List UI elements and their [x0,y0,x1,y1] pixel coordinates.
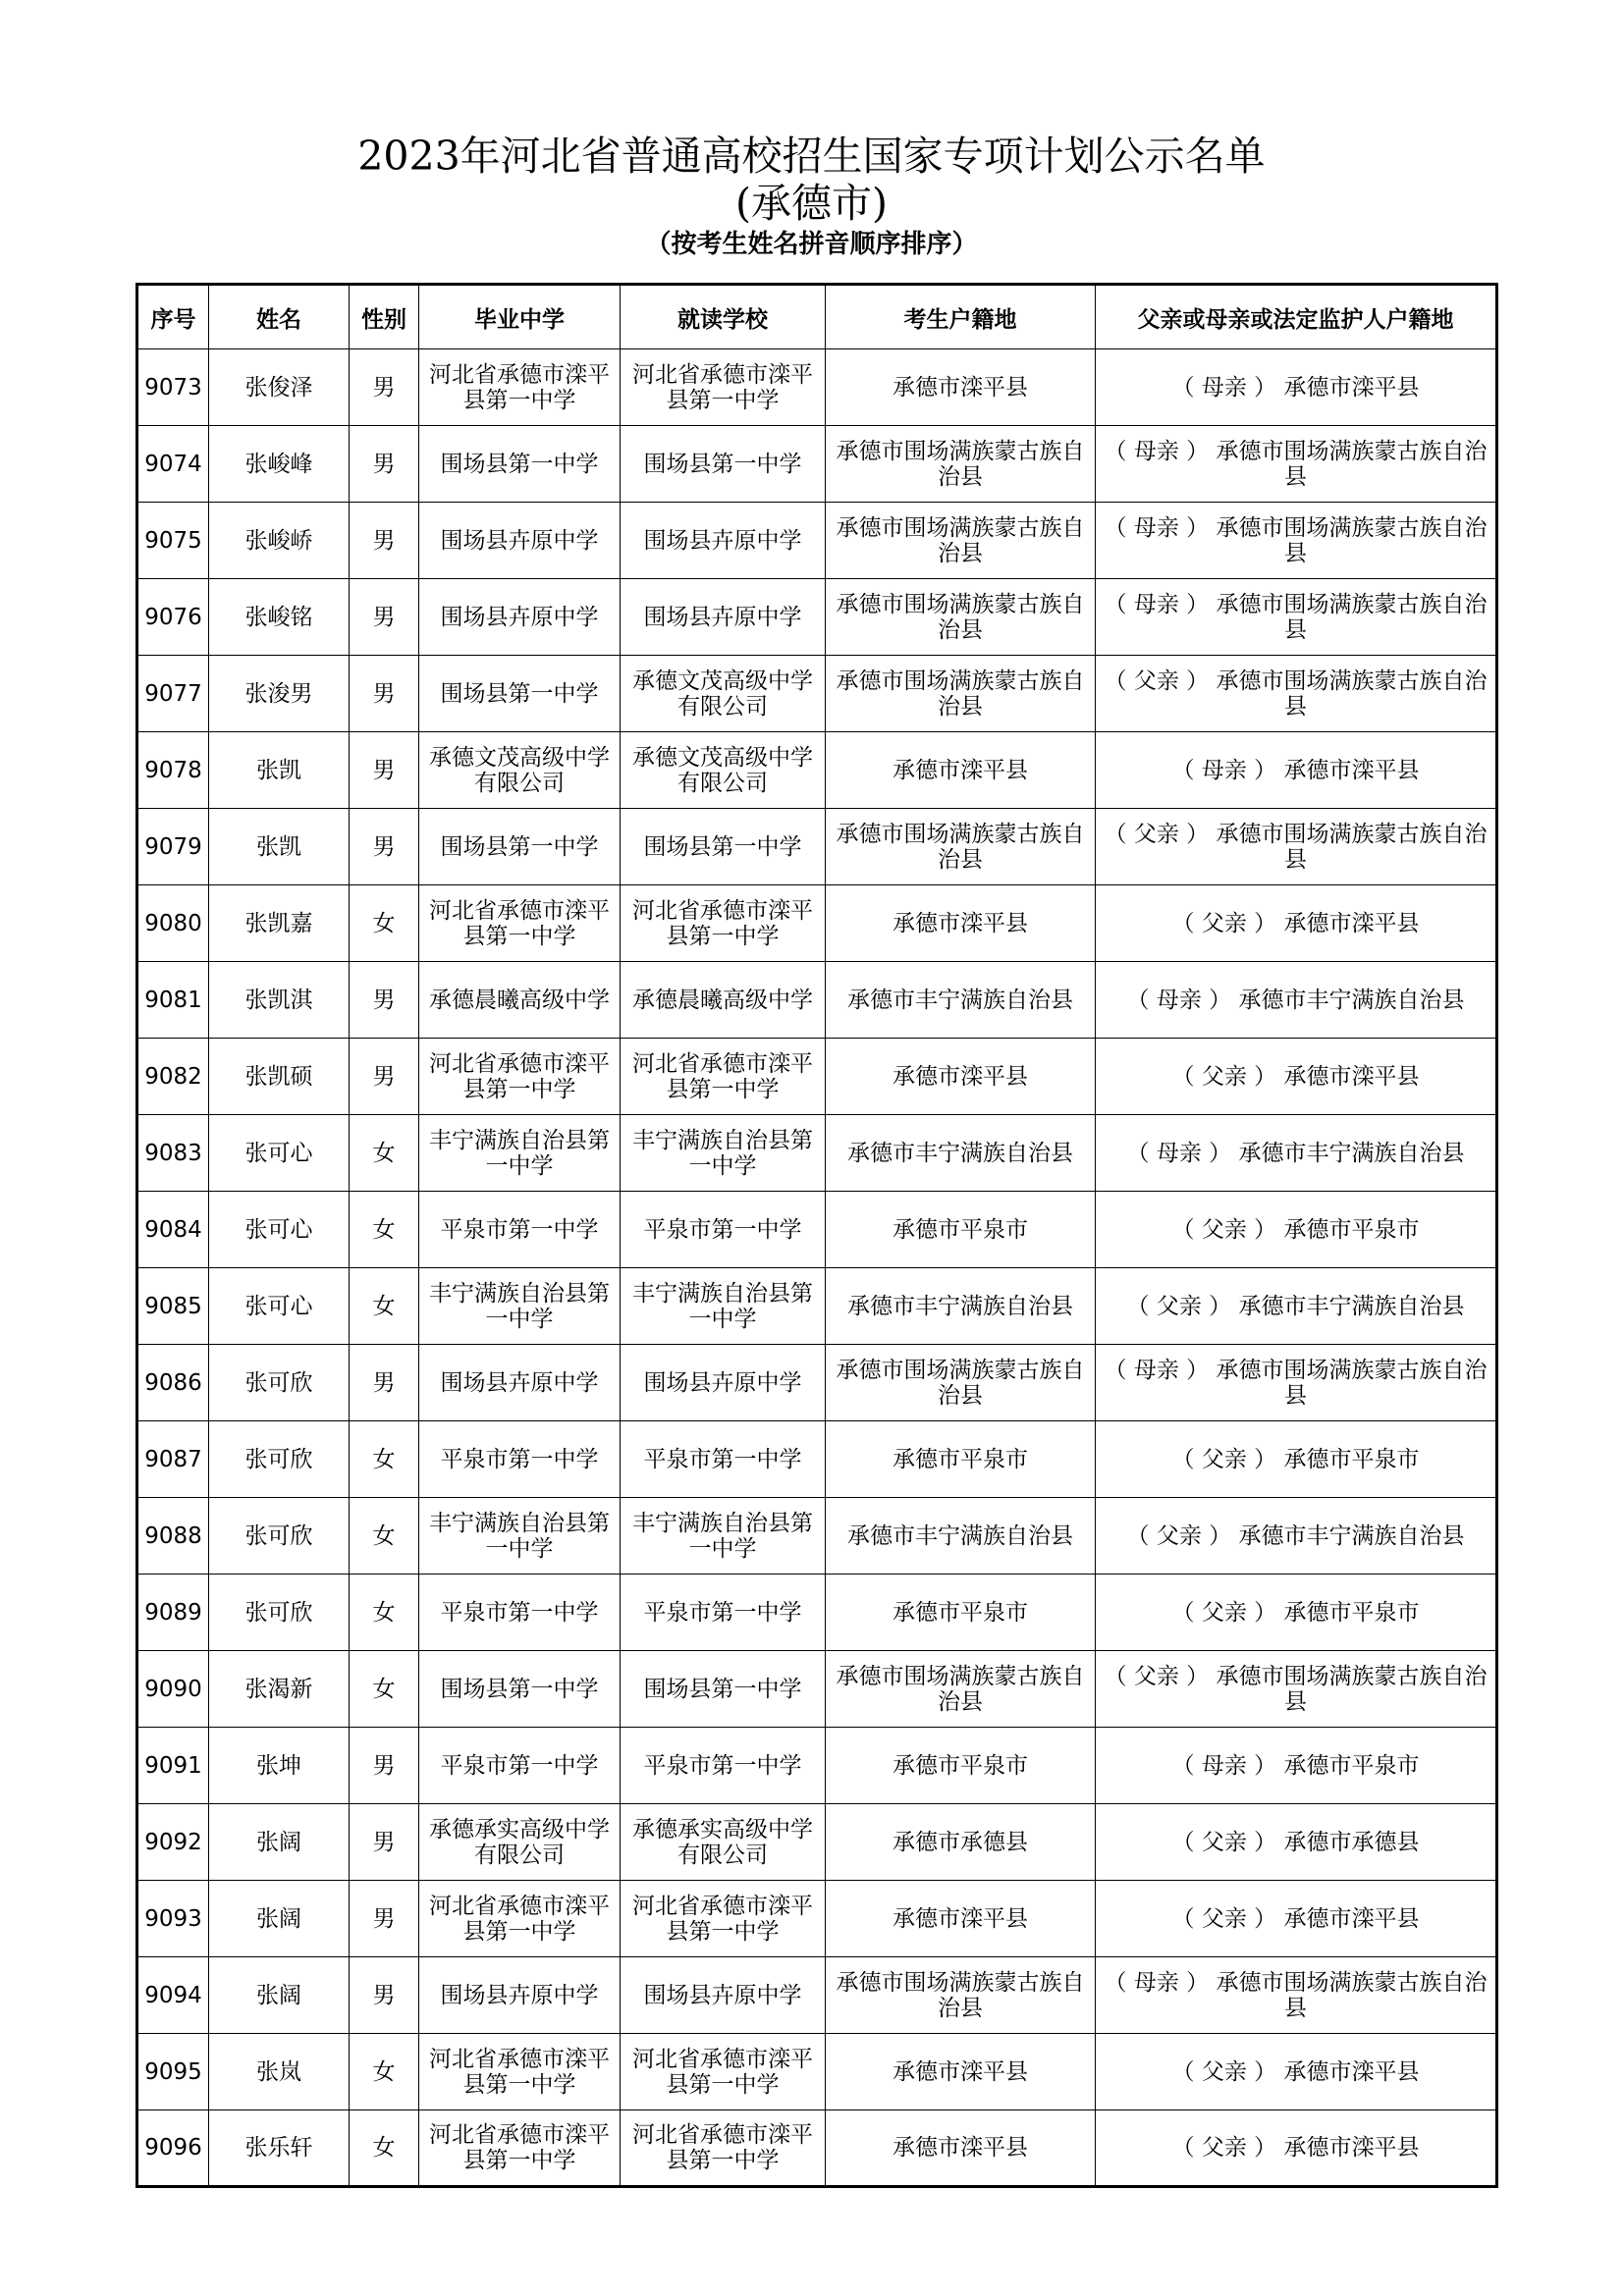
cell-gender: 女 [350,1115,419,1192]
table-row [137,732,1497,809]
cell-current-school: 围场县第一中学 [621,809,826,885]
cell-grad-school: 丰宁满族自治县第一中学 [419,1268,621,1345]
cell-no: 9085 [137,1268,209,1345]
table-row [137,1575,1497,1651]
cell-no: 9078 [137,732,209,809]
cell-no: 9082 [137,1039,209,1115]
cell-name: 张坤 [209,1728,350,1804]
cell-gender: 男 [350,1039,419,1115]
cell-grad-school: 平泉市第一中学 [419,1575,621,1651]
cell-current-school: 河北省承德市滦平县第一中学 [621,885,826,962]
cell-guardian-hukou: （ 母亲 ） 承德市丰宁满族自治县 [1096,962,1497,1039]
cell-hukou: 承德市围场满族蒙古族自治县 [826,656,1096,732]
cell-guardian-hukou: （ 母亲 ） 承德市平泉市 [1096,1728,1497,1804]
cell-guardian-hukou: （ 父亲 ） 承德市平泉市 [1096,1421,1497,1498]
cell-hukou: 承德市滦平县 [826,885,1096,962]
cell-name: 张阔 [209,1957,350,2034]
cell-name: 张可欣 [209,1498,350,1575]
header-name: 姓名 [209,285,350,349]
table-row [137,1268,1497,1345]
cell-hukou: 承德市平泉市 [826,1728,1096,1804]
cell-grad-school: 围场县卉原中学 [419,1345,621,1421]
table-row [137,2110,1497,2187]
cell-name: 张凯 [209,809,350,885]
cell-no: 9093 [137,1881,209,1957]
cell-gender: 男 [350,349,419,426]
cell-name: 张凯 [209,732,350,809]
cell-no: 9075 [137,503,209,579]
cell-name: 张可欣 [209,1421,350,1498]
cell-hukou: 承德市围场满族蒙古族自治县 [826,809,1096,885]
cell-current-school: 围场县卉原中学 [621,1957,826,2034]
cell-gender: 女 [350,1421,419,1498]
cell-name: 张俊泽 [209,349,350,426]
cell-no: 9080 [137,885,209,962]
table-row [137,1115,1497,1192]
table-row [137,1192,1497,1268]
cell-grad-school: 围场县卉原中学 [419,579,621,656]
cell-no: 9074 [137,426,209,503]
header-current-school: 就读学校 [621,285,826,349]
cell-current-school: 承德晨曦高级中学 [621,962,826,1039]
cell-guardian-hukou: （ 父亲 ） 承德市滦平县 [1096,885,1497,962]
cell-name: 张可心 [209,1115,350,1192]
cell-name: 张峻峰 [209,426,350,503]
cell-gender: 男 [350,1957,419,2034]
cell-current-school: 承德文茂高级中学有限公司 [621,732,826,809]
cell-hukou: 承德市丰宁满族自治县 [826,1268,1096,1345]
cell-current-school: 围场县卉原中学 [621,579,826,656]
cell-gender: 男 [350,809,419,885]
cell-grad-school: 围场县第一中学 [419,1651,621,1728]
cell-grad-school: 河北省承德市滦平县第一中学 [419,349,621,426]
table-row [137,2034,1497,2110]
cell-grad-school: 河北省承德市滦平县第一中学 [419,885,621,962]
cell-name: 张浚男 [209,656,350,732]
table-row [137,962,1497,1039]
cell-hukou: 承德市围场满族蒙古族自治县 [826,579,1096,656]
table-row [137,1804,1497,1881]
cell-no: 9079 [137,809,209,885]
cell-hukou: 承德市滦平县 [826,2110,1096,2187]
cell-name: 张峻峤 [209,503,350,579]
cell-guardian-hukou: （ 母亲 ） 承德市滦平县 [1096,732,1497,809]
cell-guardian-hukou: （ 父亲 ） 承德市滦平县 [1096,1881,1497,1957]
header-gender: 性别 [350,285,419,349]
table-row [137,885,1497,962]
cell-guardian-hukou: （ 父亲 ） 承德市滦平县 [1096,1039,1497,1115]
cell-name: 张凯硕 [209,1039,350,1115]
cell-hukou: 承德市滦平县 [826,732,1096,809]
cell-grad-school: 丰宁满族自治县第一中学 [419,1115,621,1192]
cell-grad-school: 河北省承德市滦平县第一中学 [419,1881,621,1957]
cell-hukou: 承德市平泉市 [826,1421,1096,1498]
cell-current-school: 河北省承德市滦平县第一中学 [621,1881,826,1957]
cell-guardian-hukou: （ 父亲 ） 承德市丰宁满族自治县 [1096,1268,1497,1345]
cell-grad-school: 平泉市第一中学 [419,1728,621,1804]
cell-gender: 女 [350,1575,419,1651]
cell-grad-school: 丰宁满族自治县第一中学 [419,1498,621,1575]
header-grad-school: 毕业中学 [419,285,621,349]
cell-name: 张峻铭 [209,579,350,656]
cell-guardian-hukou: （ 母亲 ） 承德市围场满族蒙古族自治县 [1096,1957,1497,2034]
cell-guardian-hukou: （ 父亲 ） 承德市围场满族蒙古族自治县 [1096,656,1497,732]
cell-current-school: 围场县卉原中学 [621,503,826,579]
cell-current-school: 丰宁满族自治县第一中学 [621,1115,826,1192]
cell-gender: 男 [350,656,419,732]
cell-hukou: 承德市承德县 [826,1804,1096,1881]
cell-name: 张可欣 [209,1345,350,1421]
cell-grad-school: 河北省承德市滦平县第一中学 [419,1039,621,1115]
cell-guardian-hukou: （ 父亲 ） 承德市滦平县 [1096,2034,1497,2110]
table-header-row [137,285,1497,349]
cell-no: 9095 [137,2034,209,2110]
cell-current-school: 围场县卉原中学 [621,1345,826,1421]
cell-hukou: 承德市平泉市 [826,1575,1096,1651]
cell-current-school: 平泉市第一中学 [621,1421,826,1498]
cell-hukou: 承德市丰宁满族自治县 [826,1115,1096,1192]
cell-gender: 女 [350,1498,419,1575]
cell-hukou: 承德市滦平县 [826,1039,1096,1115]
cell-guardian-hukou: （ 父亲 ） 承德市平泉市 [1096,1192,1497,1268]
cell-current-school: 围场县第一中学 [621,426,826,503]
cell-hukou: 承德市滦平县 [826,2034,1096,2110]
cell-grad-school: 河北省承德市滦平县第一中学 [419,2110,621,2187]
cell-grad-school: 围场县第一中学 [419,656,621,732]
cell-name: 张渴新 [209,1651,350,1728]
cell-current-school: 河北省承德市滦平县第一中学 [621,349,826,426]
table-row [137,1498,1497,1575]
cell-gender: 男 [350,503,419,579]
cell-no: 9094 [137,1957,209,2034]
sort-order-note: （按考生姓名拼音顺序排序） [645,230,978,259]
cell-guardian-hukou: （ 父亲 ） 承德市围场满族蒙古族自治县 [1096,1651,1497,1728]
cell-current-school: 围场县第一中学 [621,1651,826,1728]
header-guardian-hukou: 父亲或母亲或法定监护人户籍地 [1096,285,1497,349]
cell-no: 9096 [137,2110,209,2187]
table-row [137,1345,1497,1421]
cell-name: 张凯嘉 [209,885,350,962]
table-row [137,503,1497,579]
cell-name: 张阔 [209,1804,350,1881]
cell-hukou: 承德市丰宁满族自治县 [826,962,1096,1039]
cell-no: 9076 [137,579,209,656]
cell-guardian-hukou: （ 父亲 ） 承德市滦平县 [1096,2110,1497,2187]
cell-no: 9083 [137,1115,209,1192]
cell-gender: 女 [350,885,419,962]
cell-guardian-hukou: （ 母亲 ） 承德市围场满族蒙古族自治县 [1096,579,1497,656]
cell-gender: 女 [350,1651,419,1728]
table-row [137,1421,1497,1498]
cell-gender: 女 [350,2110,419,2187]
cell-current-school: 丰宁满族自治县第一中学 [621,1268,826,1345]
cell-no: 9077 [137,656,209,732]
cell-hukou: 承德市围场满族蒙古族自治县 [826,1957,1096,2034]
cell-name: 张岚 [209,2034,350,2110]
cell-no: 9086 [137,1345,209,1421]
table-row [137,1651,1497,1728]
cell-hukou: 承德市平泉市 [826,1192,1096,1268]
cell-grad-school: 围场县第一中学 [419,426,621,503]
cell-grad-school: 平泉市第一中学 [419,1192,621,1268]
cell-name: 张可心 [209,1268,350,1345]
table-body [137,349,1497,2187]
cell-gender: 男 [350,732,419,809]
cell-grad-school: 围场县卉原中学 [419,503,621,579]
table-row [137,426,1497,503]
table-row [137,656,1497,732]
cell-grad-school: 平泉市第一中学 [419,1421,621,1498]
cell-hukou: 承德市滦平县 [826,349,1096,426]
cell-grad-school: 围场县卉原中学 [419,1957,621,2034]
cell-gender: 女 [350,1268,419,1345]
cell-current-school: 河北省承德市滦平县第一中学 [621,2110,826,2187]
cell-grad-school: 围场县第一中学 [419,809,621,885]
cell-guardian-hukou: （ 父亲 ） 承德市丰宁满族自治县 [1096,1498,1497,1575]
cell-no: 9090 [137,1651,209,1728]
cell-no: 9087 [137,1421,209,1498]
cell-guardian-hukou: （ 父亲 ） 承德市承德县 [1096,1804,1497,1881]
cell-current-school: 平泉市第一中学 [621,1192,826,1268]
cell-no: 9091 [137,1728,209,1804]
header-no: 序号 [137,285,209,349]
cell-current-school: 承德文茂高级中学有限公司 [621,656,826,732]
cell-guardian-hukou: （ 母亲 ） 承德市围场满族蒙古族自治县 [1096,426,1497,503]
cell-gender: 男 [350,1345,419,1421]
cell-guardian-hukou: （ 母亲 ） 承德市滦平县 [1096,349,1497,426]
cell-guardian-hukou: （ 母亲 ） 承德市围场满族蒙古族自治县 [1096,503,1497,579]
table-row [137,579,1497,656]
cell-current-school: 河北省承德市滦平县第一中学 [621,2034,826,2110]
cell-name: 张可欣 [209,1575,350,1651]
cell-gender: 女 [350,2034,419,2110]
cell-gender: 男 [350,426,419,503]
cell-current-school: 丰宁满族自治县第一中学 [621,1498,826,1575]
admission-roster-table [135,283,1498,2188]
cell-hukou: 承德市围场满族蒙古族自治县 [826,1651,1096,1728]
cell-hukou: 承德市围场满族蒙古族自治县 [826,426,1096,503]
cell-no: 9084 [137,1192,209,1268]
cell-grad-school: 承德文茂高级中学有限公司 [419,732,621,809]
cell-gender: 女 [350,1192,419,1268]
table-row [137,1039,1497,1115]
cell-gender: 男 [350,962,419,1039]
cell-name: 张凯淇 [209,962,350,1039]
cell-grad-school: 河北省承德市滦平县第一中学 [419,2034,621,2110]
cell-grad-school: 承德晨曦高级中学 [419,962,621,1039]
cell-gender: 男 [350,579,419,656]
cell-current-school: 承德承实高级中学有限公司 [621,1804,826,1881]
cell-current-school: 平泉市第一中学 [621,1575,826,1651]
header-hukou: 考生户籍地 [826,285,1096,349]
cell-hukou: 承德市丰宁满族自治县 [826,1498,1096,1575]
cell-no: 9081 [137,962,209,1039]
cell-name: 张乐轩 [209,2110,350,2187]
table-row [137,1957,1497,2034]
cell-hukou: 承德市围场满族蒙古族自治县 [826,503,1096,579]
cell-current-school: 河北省承德市滦平县第一中学 [621,1039,826,1115]
cell-hukou: 承德市围场满族蒙古族自治县 [826,1345,1096,1421]
cell-gender: 男 [350,1881,419,1957]
cell-name: 张可心 [209,1192,350,1268]
cell-gender: 男 [350,1728,419,1804]
cell-no: 9073 [137,349,209,426]
document-subtitle: (承德市) [735,180,888,227]
cell-no: 9089 [137,1575,209,1651]
document-title: 2023年河北省普通高校招生国家专项计划公示名单 [357,133,1266,180]
cell-guardian-hukou: （ 母亲 ） 承德市丰宁满族自治县 [1096,1115,1497,1192]
cell-no: 9088 [137,1498,209,1575]
cell-current-school: 平泉市第一中学 [621,1728,826,1804]
table-row [137,809,1497,885]
cell-gender: 男 [350,1804,419,1881]
cell-no: 9092 [137,1804,209,1881]
cell-grad-school: 承德承实高级中学有限公司 [419,1804,621,1881]
table-row [137,1881,1497,1957]
table-row [137,349,1497,426]
cell-name: 张阔 [209,1881,350,1957]
cell-hukou: 承德市滦平县 [826,1881,1096,1957]
cell-guardian-hukou: （ 父亲 ） 承德市围场满族蒙古族自治县 [1096,809,1497,885]
cell-guardian-hukou: （ 母亲 ） 承德市围场满族蒙古族自治县 [1096,1345,1497,1421]
cell-guardian-hukou: （ 父亲 ） 承德市平泉市 [1096,1575,1497,1651]
table-row [137,1728,1497,1804]
